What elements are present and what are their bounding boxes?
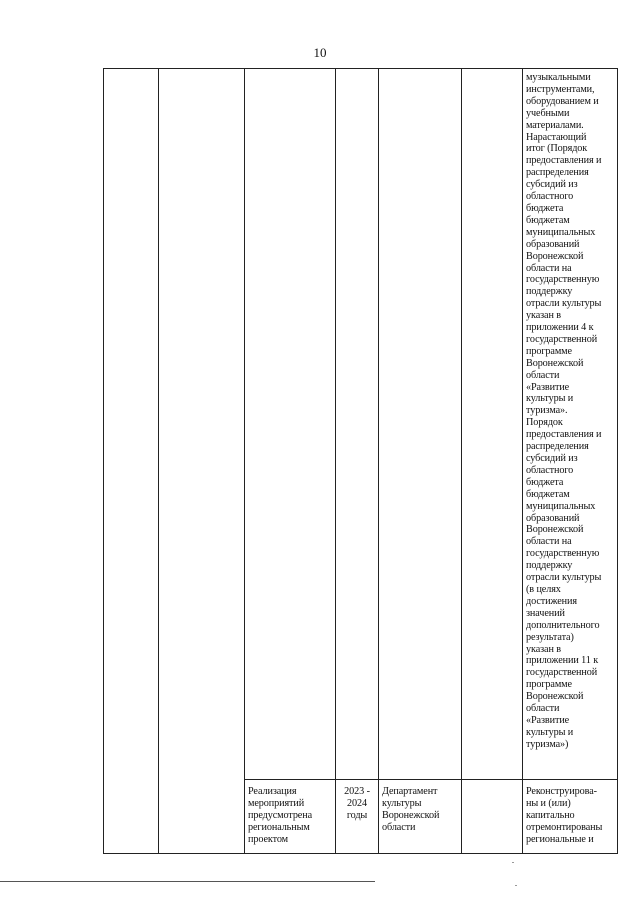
years-cell: 2023 - 2024 годы (344, 786, 370, 821)
footer-rule (0, 881, 375, 882)
column-divider (461, 68, 462, 853)
scan-speck (515, 885, 517, 886)
column-divider (522, 68, 523, 853)
continued-result-text: музыкальными инструментами, оборудованием и учебными материалами. Нарастающий итог (Порядок предоставления и распределения субсидий из областного бюджета бюджетам муниципальных образований Воронежской области на государственную поддержку отрасли культуры указан в приложении 4 к государственной программе Воронежской области «Развитие культуры и туризма». Порядок предоставления и распределения субсидий из областного бюджета бюджетам муниципальных образований Воронежской области на государственную поддержку отрасли культуры (в целях достижения значений дополнительного результата) указан в приложении 11 к государственной программе Воронежской области «Развитие культуры и туризма») (526, 72, 602, 750)
page-number: 10 (313, 45, 327, 60)
executor-cell: Департамент культуры Воронежской области (382, 786, 440, 833)
column-divider (244, 68, 245, 853)
column-divider (158, 68, 159, 853)
row-divider (244, 779, 618, 780)
column-divider (335, 68, 336, 853)
result-cell: Реконструирова- ны и (или) капитально отремонтированы региональные и (526, 786, 603, 845)
activity-cell: Реализация мероприятий предусмотрена региональным проектом (248, 786, 313, 845)
column-divider (378, 68, 379, 853)
table-border-bottom (103, 853, 618, 854)
scan-speck (512, 862, 514, 863)
table-border-left (103, 68, 104, 853)
table-border-top (103, 68, 618, 69)
